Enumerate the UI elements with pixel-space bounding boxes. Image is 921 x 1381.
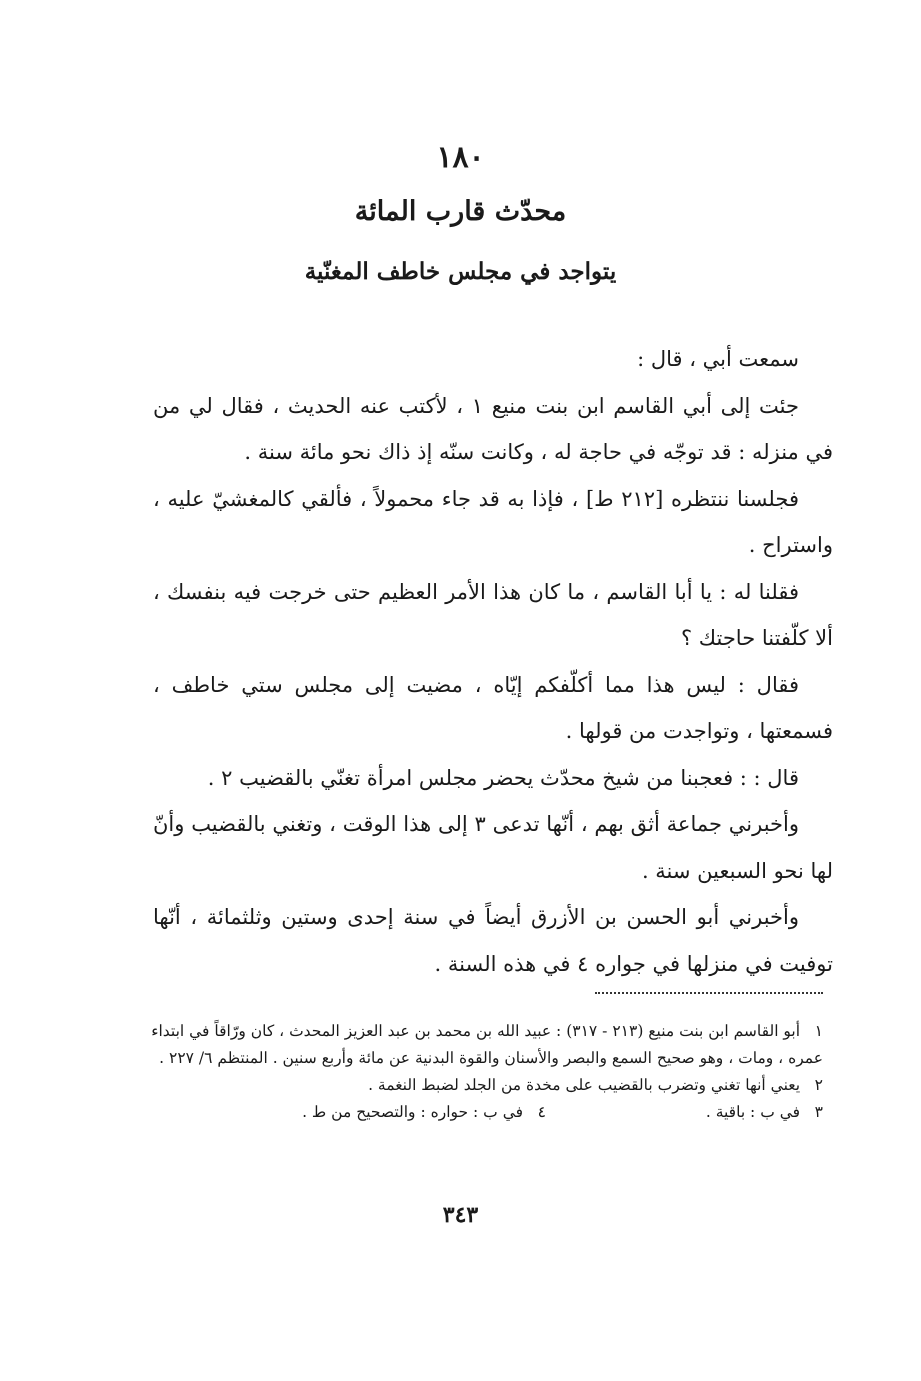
page-number: ٣٤٣ [442, 1202, 479, 1228]
paragraph: قال : : فعجبنا من شيخ محدّث يحضر مجلس امرأة تغنّي بالقضيب ٢ . [207, 765, 799, 790]
paragraph: فقال : ليس هذا مما أكلّفكم إيّاه ، مضيت إلى مجلس ستي خاطف ، فسمعتها ، وتواجدت من قولها . [153, 672, 833, 743]
footnote-pair [123, 1099, 823, 1126]
footnote-text: أبو القاسم ابن بنت منيع (٢١٣ - ٣١٧) : عبيد الله بن محمد بن عبد العزيز المحدث ، كان ورّاقاً في ابتداء عمره ، ومات ، وهو صحيح السمع والبصر والأسنان والقوة البدنية عن مائة وأربع سنين . المنتظم ٦/ ٢٢٧ . [151, 1022, 823, 1067]
footnote-text: في ب : باقية . [705, 1103, 801, 1121]
anecdote-number: ١٨٠ [436, 140, 485, 175]
footnote-text: يعني أنها تغني وتضرب بالقضيب على مخدة من الجلد لضبط النغمة . [368, 1076, 801, 1094]
footnote-number: ٢ [814, 1076, 823, 1094]
footnote [123, 1018, 823, 1072]
footnote-text: في ب : حواره : والتصحيح من ط . [302, 1103, 524, 1121]
anecdote-subtitle: يتواجد في مجلس خاطف المغنّية [304, 258, 617, 285]
footnote-number: ١ [814, 1022, 823, 1040]
paragraph: فجلسنا ننتظره [٢١٢ ط] ، فإذا به قد جاء محمولاً ، فألقي كالمغشيّ عليه ، واستراح . [153, 486, 833, 557]
paragraph: فقلنا له : يا أبا القاسم ، ما كان هذا الأمر العظيم حتى خرجت فيه بنفسك ، ألا كلّفتنا حاجتك ؟ [153, 579, 833, 650]
footnotes [123, 1018, 823, 1126]
paragraph: وأخبرني جماعة أثق بهم ، أنّها تدعى ٣ إلى هذا الوقت ، وتغني بالقضيب وأنّ لها نحو السبعين سنة . [153, 812, 833, 883]
paragraph: جئت إلى أبي القاسم ابن بنت منيع ١ ، لأكتب عنه الحديث ، فقال لي من في منزله : قد توجّه في حاجة له ، وكانت سنّه إذ ذاك نحو مائة سنة . [153, 393, 833, 464]
footnote-divider [595, 992, 823, 994]
paragraph: وأخبرني أبو الحسن بن الأزرق أيضاً في سنة إحدى وستين وثلثمائة ، أنّها توفيت في منزلها في جواره ٤ في هذه السنة . [153, 905, 833, 976]
paragraph: سمعت أبي ، قال : [637, 347, 799, 371]
main-text [153, 336, 833, 987]
footnote [123, 1072, 823, 1099]
footnote-number: ٣ [814, 1103, 823, 1121]
footnote-number: ٤ [537, 1103, 546, 1121]
anecdote-title: محدّث قارب المائة [354, 196, 567, 227]
